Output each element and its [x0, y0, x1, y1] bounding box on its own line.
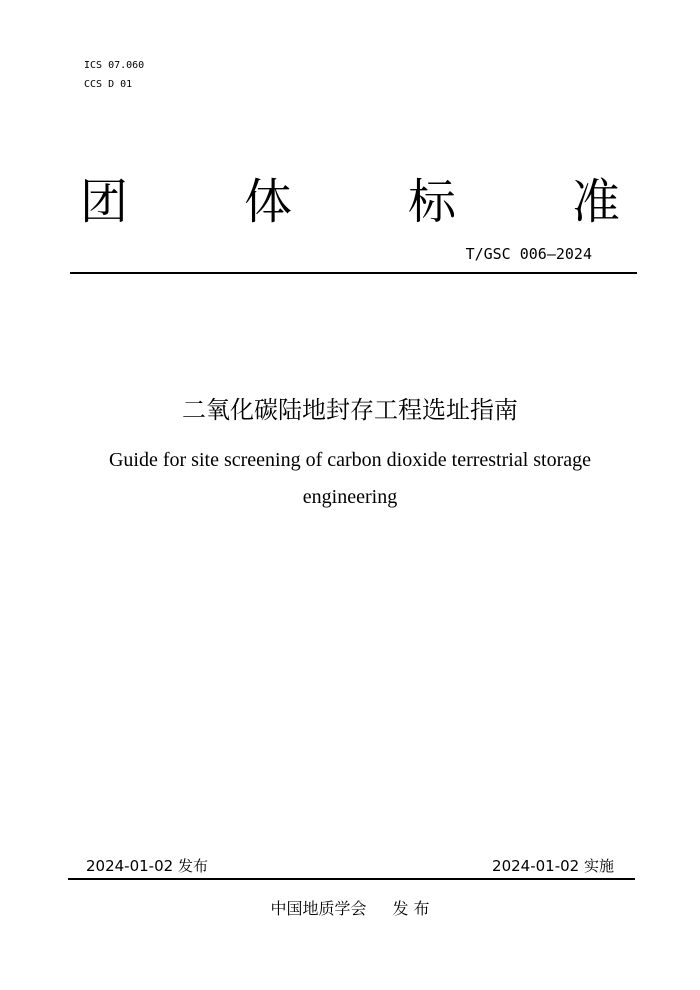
- bottom-divider: [68, 878, 635, 880]
- heading-char-3: 标: [407, 174, 456, 230]
- chinese-title: 二氧化碳陆地封存工程选址指南: [182, 396, 518, 424]
- implementation-date: 2024-01-02 实施: [492, 857, 614, 875]
- standard-number: T/GSC 006—2024: [465, 245, 592, 263]
- ics-code: ICS 07.060: [84, 60, 145, 71]
- publish-label: 发 布: [392, 899, 430, 918]
- document-type-heading: [80, 172, 620, 232]
- classification-codes: [84, 56, 144, 94]
- ccs-code: CCS D 01: [84, 79, 133, 90]
- heading-char-2: 体: [243, 174, 292, 230]
- english-title: Guide for site screening of carbon dioxide terrestrial storage engineering: [108, 449, 592, 508]
- heading-char-1: 团: [80, 174, 129, 230]
- publisher-name: 中国地质学会: [270, 899, 367, 918]
- heading-char-4: 准: [571, 174, 620, 230]
- issue-date: 2024-01-02 发布: [86, 857, 208, 875]
- publisher-line: [0, 896, 700, 919]
- top-divider: [70, 272, 637, 274]
